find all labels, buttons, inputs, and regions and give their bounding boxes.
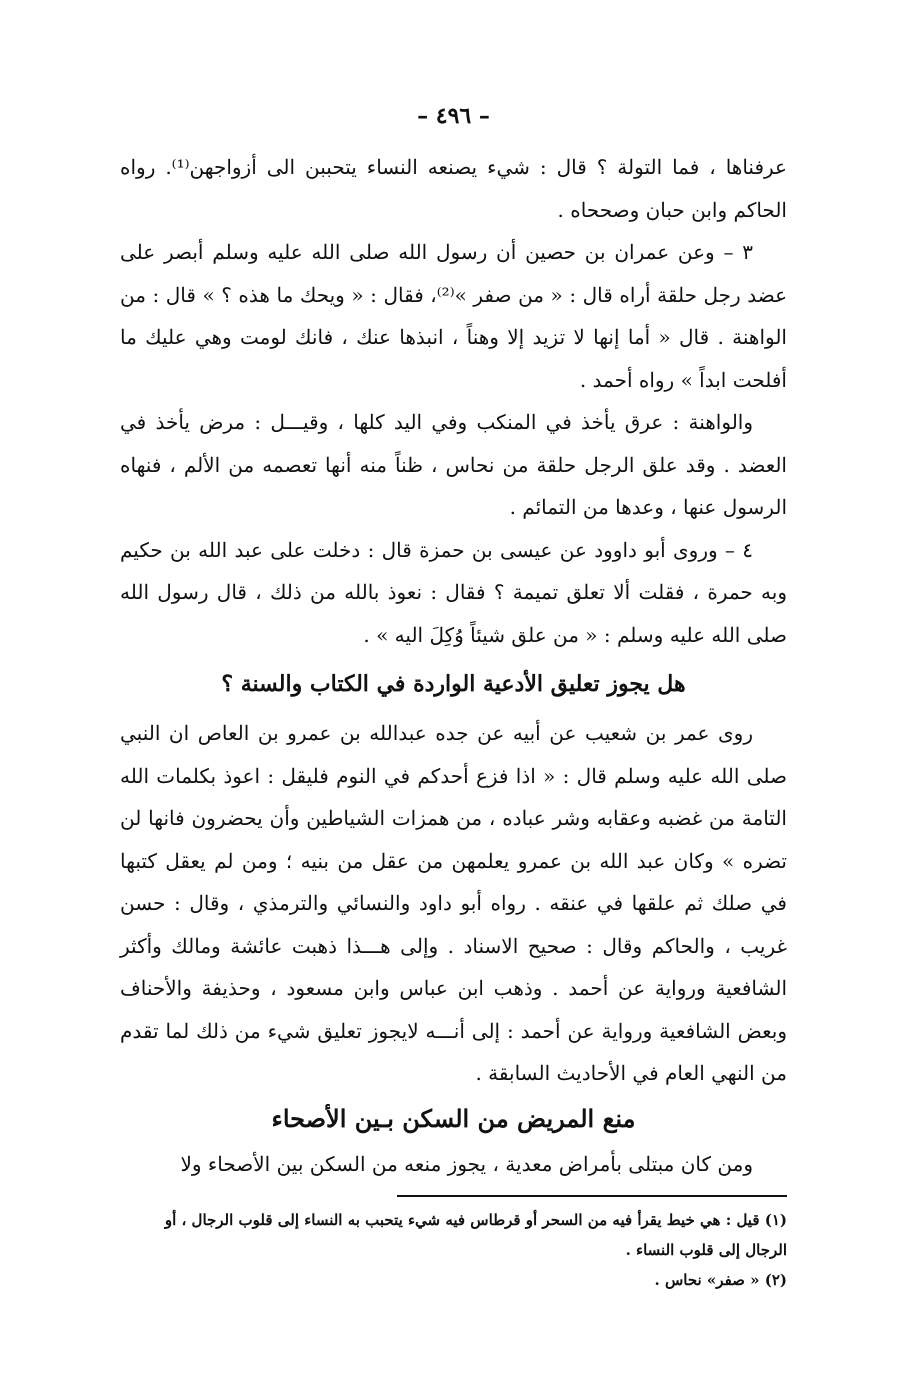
section-heading-patient-isolation: منع المريض من السكن بـين الأصحاء — [271, 1103, 636, 1133]
footnote-2: (٢) « صفر» نحاس . — [654, 1271, 787, 1289]
paragraph-hadith-4: ٤ – وروى أبو داوود عن عيسى بن حمزة قال : دخلت على عبد الله بن حكيم وبه حمرة ، فقلت ألا تعلق تميمة ؟ فقال : نعوذ بالله من ذلك ، قال رسول الله صلى الله عليه وسلم : « من علق شيئاً وُكِلَ اليه » . — [120, 537, 787, 647]
paragraph-hadith-3: ٣ – وعن عمران بن حصين أن رسول الله صلى الله عليه وسلم أبصر على عضد رجل حلقة أراه قال : « من صفر »⁽²⁾، فقال : « ويحك ما هذه ؟ » قال : من الواهنة . قال « أما إنها لا تزيد إلا وهناً ، انبذها عنك ، فانك لومت وهي عليك ما أفلحت ابداً » رواه أحمد . — [120, 240, 787, 392]
section-heading-supplications: هل يجوز تعليق الأدعية الواردة في الكتاب والسنة ؟ — [221, 671, 686, 697]
footnote-1: (١) قيل : هي خيط يقرأ فيه من السحر أو قرطاس فيه شيء يتحبب به النساء إلى قلوب الرجال ، أو الرجال إلى قلوب النساء . — [164, 1211, 787, 1259]
paragraph-wahina-explanation: والواهنة : عرق يأخذ في المنكب وفي اليد كلها ، وقيـــل : مرض يأخذ في العضد . وقد علق الرجل حلقة من نحاس ، ظناً منه أنها تعصمه من الألم ، فنهاه الرسول عنها ، وعدها من التمائم . — [120, 410, 787, 519]
paragraph-supplications-ruling: روى عمر بن شعيب عن أبيه عن جده عبدالله بن عمرو بن العاص ان النبي صلى الله عليه وسلم قال : « اذا فزع أحدكم في النوم فليقل : اعوذ بكلمات الله التامة من غضبه وعقابه وشر عباده ، من همزات الشياطين وأن يحضرون فانها لن تضره » وكان عبد الله بن عمرو يعلمهن من عقل من بنيه ؛ ومن لم يعقل كتبها في صلك ثم علقها في عنقه . رواه أبو داود والنسائي والترمذي ، وقال : حسن غريب ، والحاكم وقال : صحيح الاسناد . وإلى هـــذا ذهبت عائشة ومالك وأكثر الشافعية ورواية عن أحمد . وذهب ابن عباس وابن مسعود ، وحذيفة والأحناف وبعض الشافعية ورواية عن أحمد : إلى أنـــه لايجوز تعليق شيء من ذلك لما تقدم من النهي العام في الأحاديث السابقة . — [120, 721, 787, 1085]
footnote-divider — [397, 1195, 787, 1197]
paragraph-tiwala-definition: عرفناها ، فما التولة ؟ قال : شيء يصنعه النساء يتحببن الى أزواجهن⁽¹⁾. رواه الحاكم وابن حبان وصححاه . — [120, 155, 787, 222]
page-number: – ٤٩٦ – — [417, 103, 490, 129]
paragraph-contagious-disease: ومن كان مبتلى بأمراض معدية ، يجوز منعه من السكن بين الأصحاء ولا — [180, 1151, 753, 1176]
